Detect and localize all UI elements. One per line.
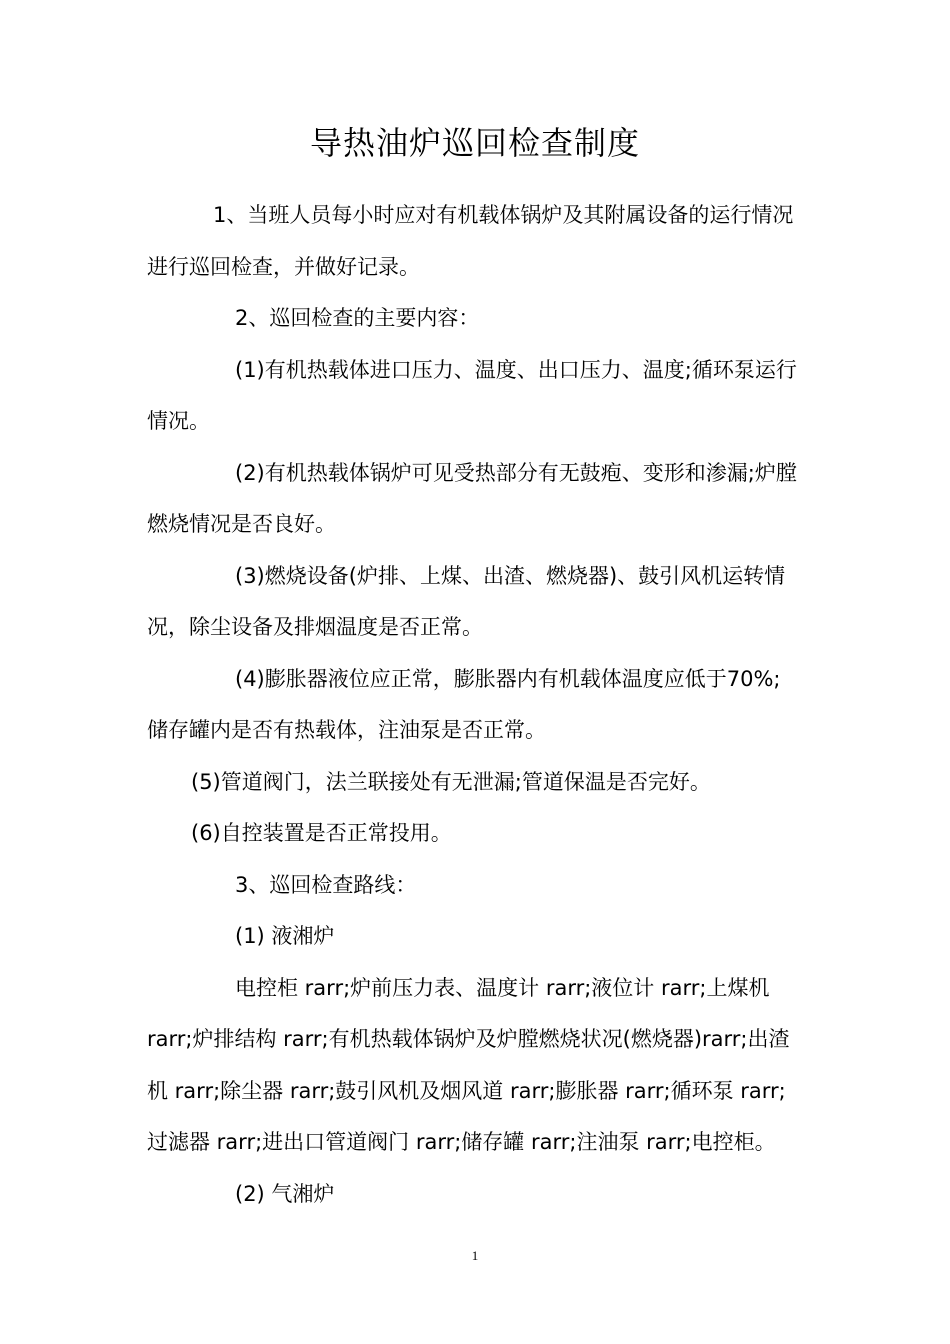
paragraph-item-1: (1)有机热载体进口压力、温度、出口压力、温度;循环泵运行情况。 [147, 357, 797, 433]
paragraph-item-3: (3)燃烧设备(炉排、上煤、出渣、燃烧器)、鼓引风机运转情况，除尘设备及排烟温度是否正常。 [147, 563, 786, 639]
document-title: 导热油炉巡回检查制度 [309, 124, 640, 162]
paragraph-item-5: (5)管道阀门，法兰联接处有无泄漏;管道保温是否完好。 [191, 769, 711, 794]
route-1-heading: (1) 液湘炉 [235, 924, 335, 948]
paragraph-item-4: (4)膨胀器液位应正常，膨胀器内有机载体温度应低于70%;储存罐内是否有热载体，注油泵是否正常。 [147, 666, 781, 742]
paragraph-1-duty: 1、当班人员每小时应对有机载体锅炉及其附属设备的运行情况进行巡回检查，并做好记录。 [147, 203, 794, 279]
paragraph-3-heading: 3、巡回检查路线： [235, 872, 417, 897]
route-2-heading: (2) 气湘炉 [235, 1181, 335, 1206]
route-1-steps: 电控柜 rarr;炉前压力表、温度计 rarr;液位计 rarr;上煤机 rarr;炉排结构 rarr;有机热载体锅炉及炉膛燃烧状况(燃烧器)rarr;出渣机 rarr;除尘器 rarr;鼓引风机及烟风道 rarr;膨胀器 rarr;循环泵 rarr;过滤器 rarr;进出口管道阀门 rarr;储存罐 rarr;注油泵 rarr;电控柜。 [147, 975, 790, 1154]
paragraph-item-2: (2)有机热载体锅炉可见受热部分有无鼓疱、变形和渗漏;炉膛燃烧情况是否良好。 [147, 460, 797, 536]
paragraph-item-6: (6)自控装置是否正常投用。 [191, 821, 452, 845]
paragraph-2-heading: 2、巡回检查的主要内容： [235, 306, 480, 330]
page-number: 1 [471, 1248, 479, 1263]
document-body [147, 190, 799, 1220]
